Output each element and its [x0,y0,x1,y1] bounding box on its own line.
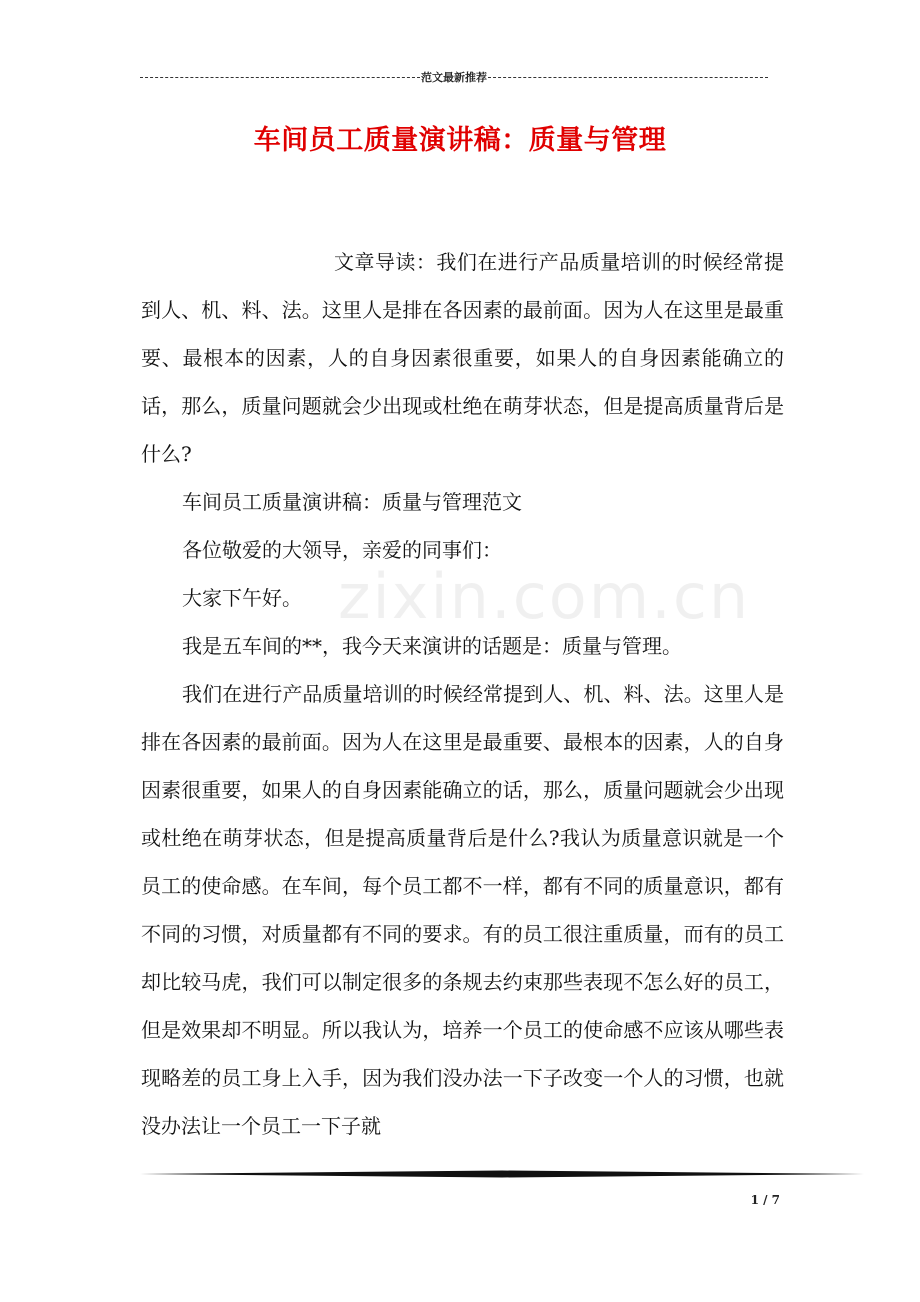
document-body [141,238,784,1150]
header-dash-left [140,77,420,78]
paragraph-salutation: 各位敬爱的大领导，亲爱的同事们： [182,538,502,562]
paragraph-subtitle: 车间员工质量演讲稿：质量与管理范文 [182,490,522,514]
paragraph-greeting: 大家下午好。 [182,586,302,610]
page-header [140,68,768,86]
paragraph-main: 我们在进行产品质量培训的时候经常提到人、机、料、法。这里人是排在各因素的最前面。因为人在这里是最重要、最根本的因素，人的自身因素很重要，如果人的自身因素能确立的话，那么，质量问题就会少出现或杜绝在萌芽状态，但是提高质量背后是什么?我认为质量意识就是一个员工的使命感。在车间，每个员工都不一样，都有不同的质量意识，都有不同的习惯，对质量都有不同的要求。有的员工很注重质量，而有的员工却比较马虎，我们可以制定很多的条规去约束那些表现不怎么好的员工，但是效果却不明显。所以我认为，培养一个员工的使命感不应该从哪些表现略差的员工身上入手，因为我们没办法一下子改变一个人的习惯，也就没办法让一个员工一下子就 [141,682,784,1138]
watermark: zixin.com.cn [338,560,751,633]
document-title: 车间员工质量演讲稿：质量与管理 [253,125,667,156]
header-label: 范文最新推荐 [421,71,487,84]
paragraph-intro: 文章导读：我们在进行产品质量培训的时候经常提到人、机、料、法。这里人是排在各因素的最前面。因为人在这里是最重要、最根本的因素，人的自身因素很重要，如果人的自身因素能确立的话，那么，质量问题就会少出现或杜绝在萌芽状态，但是提高质量背后是什么? [141,250,784,466]
paragraph-topic: 我是五车间的**，我今天来演讲的话题是：质量与管理。 [182,634,682,658]
footer-rule [140,1170,864,1178]
header-dash-right [488,77,768,78]
page-number: 1 / 7 [750,1193,780,1207]
